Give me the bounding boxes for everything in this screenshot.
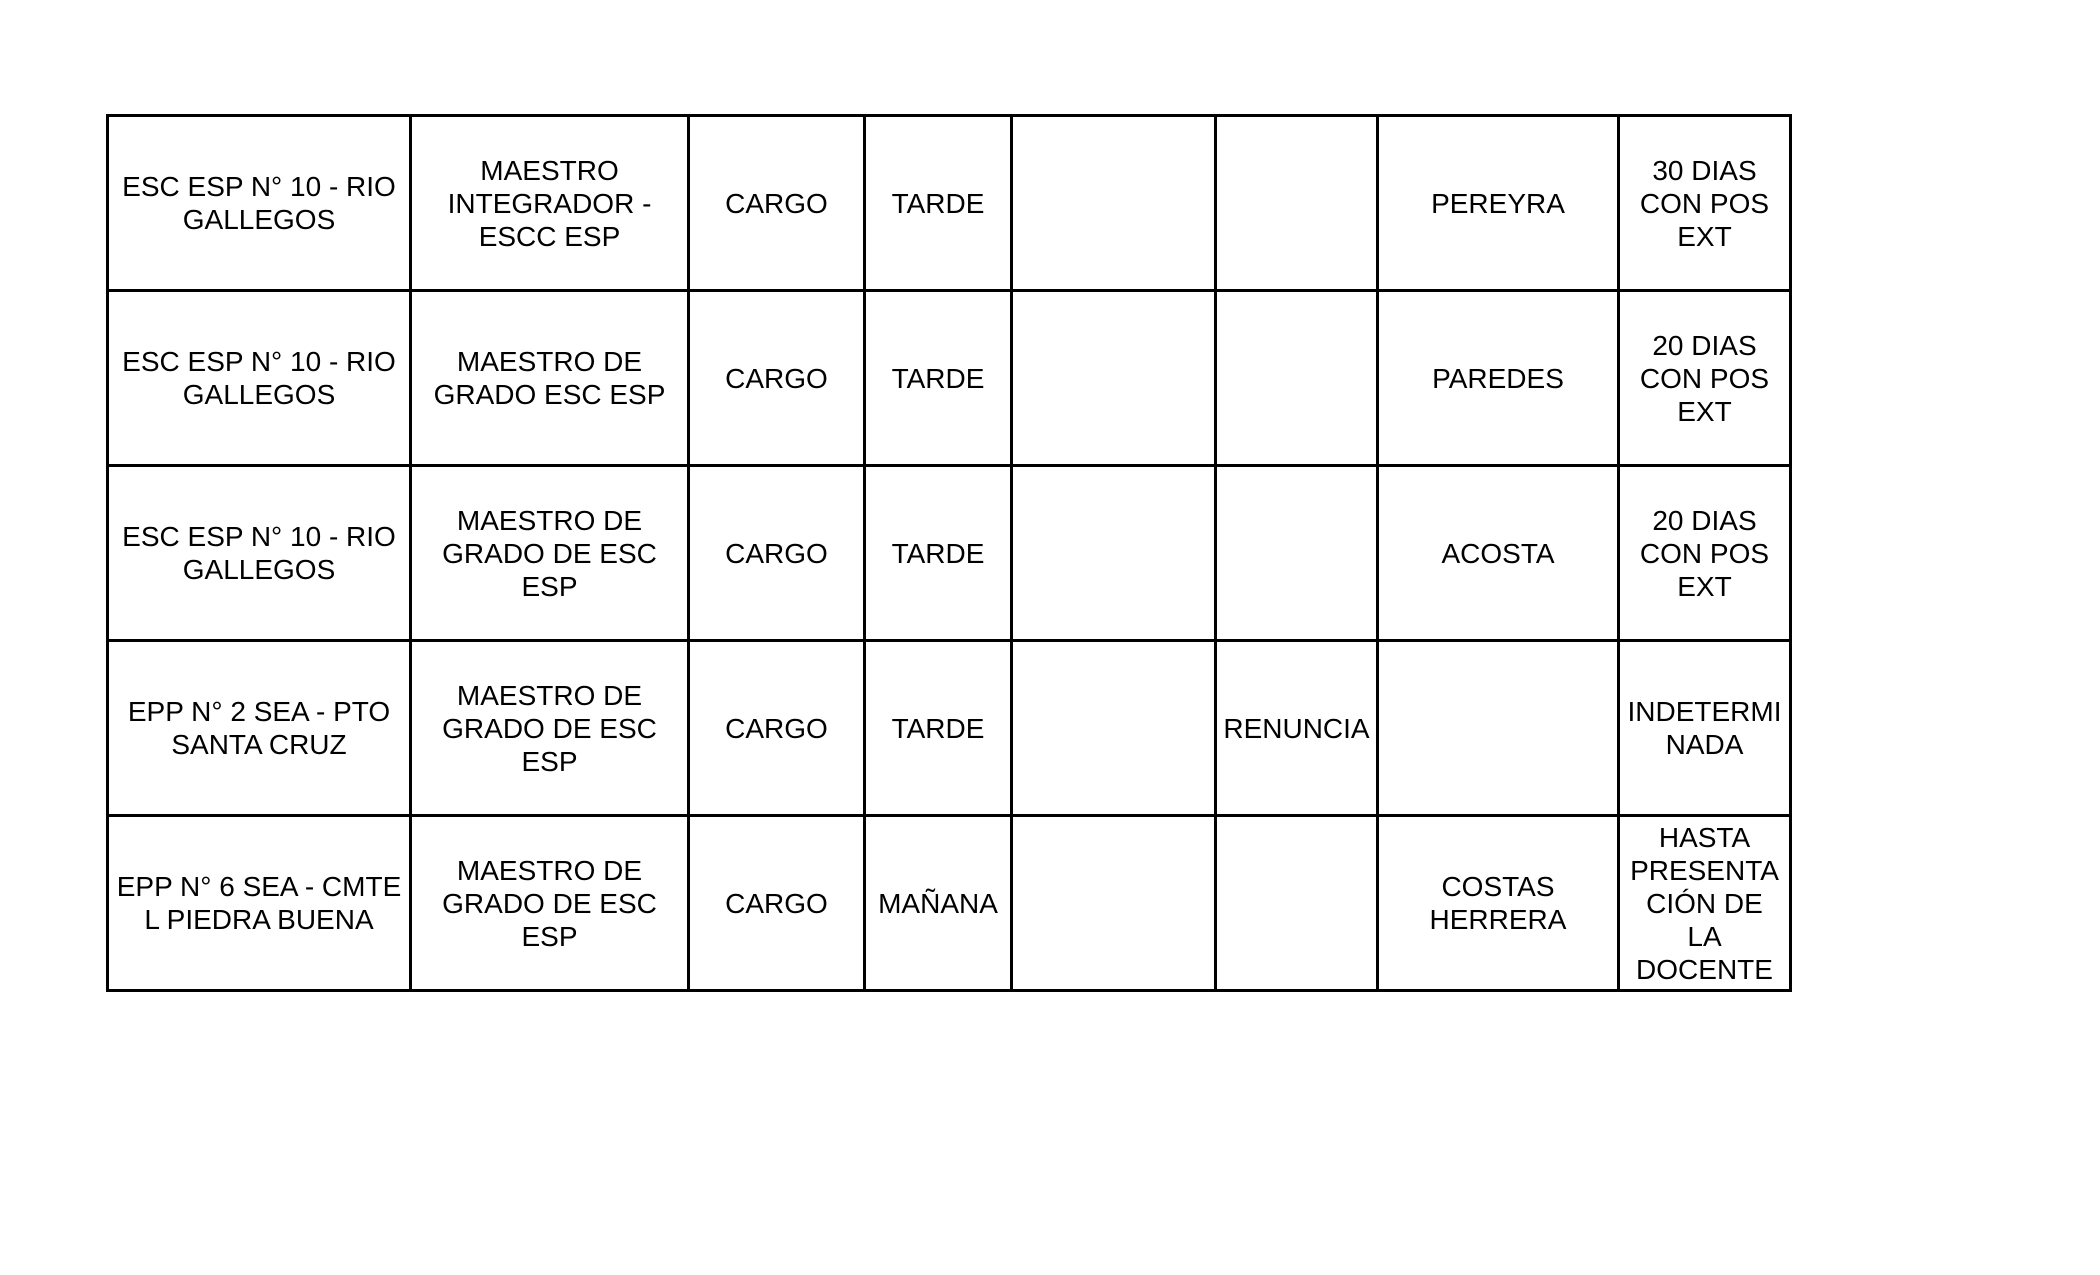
shift-text: TARDE xyxy=(891,712,985,744)
duration-cell xyxy=(1619,291,1791,466)
position-cell xyxy=(411,466,689,641)
reason-cell xyxy=(1216,466,1378,641)
school-cell xyxy=(108,466,411,641)
shift-cell xyxy=(865,816,1012,991)
type-text: CARGO xyxy=(725,887,828,919)
position-cell xyxy=(411,816,689,991)
position-text: MAESTRO DE GRADO DE ESC ESP xyxy=(442,504,657,602)
table-row xyxy=(108,116,1791,291)
duration-text: 20 DIAS CON POS EXT xyxy=(1639,504,1770,602)
duration-text: 20 DIAS CON POS EXT xyxy=(1639,329,1770,427)
school-cell xyxy=(108,116,411,291)
type-cell xyxy=(689,291,865,466)
school-cell xyxy=(108,291,411,466)
type-text: CARGO xyxy=(725,537,828,569)
reason-cell xyxy=(1216,291,1378,466)
duration-cell xyxy=(1619,466,1791,641)
duration-text: INDETERMI NADA xyxy=(1627,696,1782,760)
school-text: ESC ESP N° 10 - RIO GALLEGOS xyxy=(122,346,396,410)
school-text: EPP N° 6 SEA - CMTE L PIEDRA BUENA xyxy=(116,871,402,935)
reason-cell xyxy=(1216,641,1378,816)
reason-text: RENUNCIA xyxy=(1223,712,1370,744)
type-cell xyxy=(689,466,865,641)
shift-text: TARDE xyxy=(891,187,985,219)
teacher-cell xyxy=(1378,291,1619,466)
vacancies-table xyxy=(106,114,1792,992)
school-cell xyxy=(108,816,411,991)
position-text: MAESTRO DE GRADO ESC ESP xyxy=(433,346,666,410)
type-cell xyxy=(689,116,865,291)
reason-cell xyxy=(1216,816,1378,991)
duration-text: HASTA PRESENTA CIÓN DE LA DOCENTE xyxy=(1630,821,1779,985)
school-text: ESC ESP N° 10 - RIO GALLEGOS xyxy=(122,171,396,235)
type-text: CARGO xyxy=(725,187,828,219)
duration-cell xyxy=(1619,116,1791,291)
school-text: EPP N° 2 SEA - PTO SANTA CRUZ xyxy=(127,696,391,760)
empty-cell xyxy=(1012,816,1216,991)
table-row xyxy=(108,466,1791,641)
type-cell xyxy=(689,641,865,816)
teacher-cell xyxy=(1378,816,1619,991)
position-cell xyxy=(411,116,689,291)
duration-cell xyxy=(1619,816,1791,991)
table-row xyxy=(108,816,1791,991)
empty-cell xyxy=(1012,641,1216,816)
reason-cell xyxy=(1216,116,1378,291)
teacher-text: COSTAS HERRERA xyxy=(1429,871,1567,935)
empty-cell xyxy=(1012,116,1216,291)
duration-text: 30 DIAS CON POS EXT xyxy=(1639,154,1770,252)
teacher-text: ACOSTA xyxy=(1441,537,1555,569)
position-cell xyxy=(411,291,689,466)
shift-text: MAÑANA xyxy=(878,887,998,919)
school-cell xyxy=(108,641,411,816)
shift-text: TARDE xyxy=(891,537,985,569)
shift-text: TARDE xyxy=(891,362,985,394)
type-cell xyxy=(689,816,865,991)
shift-cell xyxy=(865,291,1012,466)
position-text: MAESTRO INTEGRADOR - ESCC ESP xyxy=(447,154,652,252)
duration-cell xyxy=(1619,641,1791,816)
type-text: CARGO xyxy=(725,362,828,394)
table-row xyxy=(108,291,1791,466)
teacher-cell xyxy=(1378,116,1619,291)
teacher-text: PEREYRA xyxy=(1431,187,1565,219)
position-cell xyxy=(411,641,689,816)
position-text: MAESTRO DE GRADO DE ESC ESP xyxy=(442,679,657,777)
shift-cell xyxy=(865,466,1012,641)
empty-cell xyxy=(1012,466,1216,641)
teacher-cell xyxy=(1378,641,1619,816)
teacher-text: PAREDES xyxy=(1432,362,1564,394)
table-row xyxy=(108,641,1791,816)
school-text: ESC ESP N° 10 - RIO GALLEGOS xyxy=(122,521,396,585)
type-text: CARGO xyxy=(725,712,828,744)
shift-cell xyxy=(865,116,1012,291)
teacher-cell xyxy=(1378,466,1619,641)
shift-cell xyxy=(865,641,1012,816)
position-text: MAESTRO DE GRADO DE ESC ESP xyxy=(442,854,657,952)
empty-cell xyxy=(1012,291,1216,466)
